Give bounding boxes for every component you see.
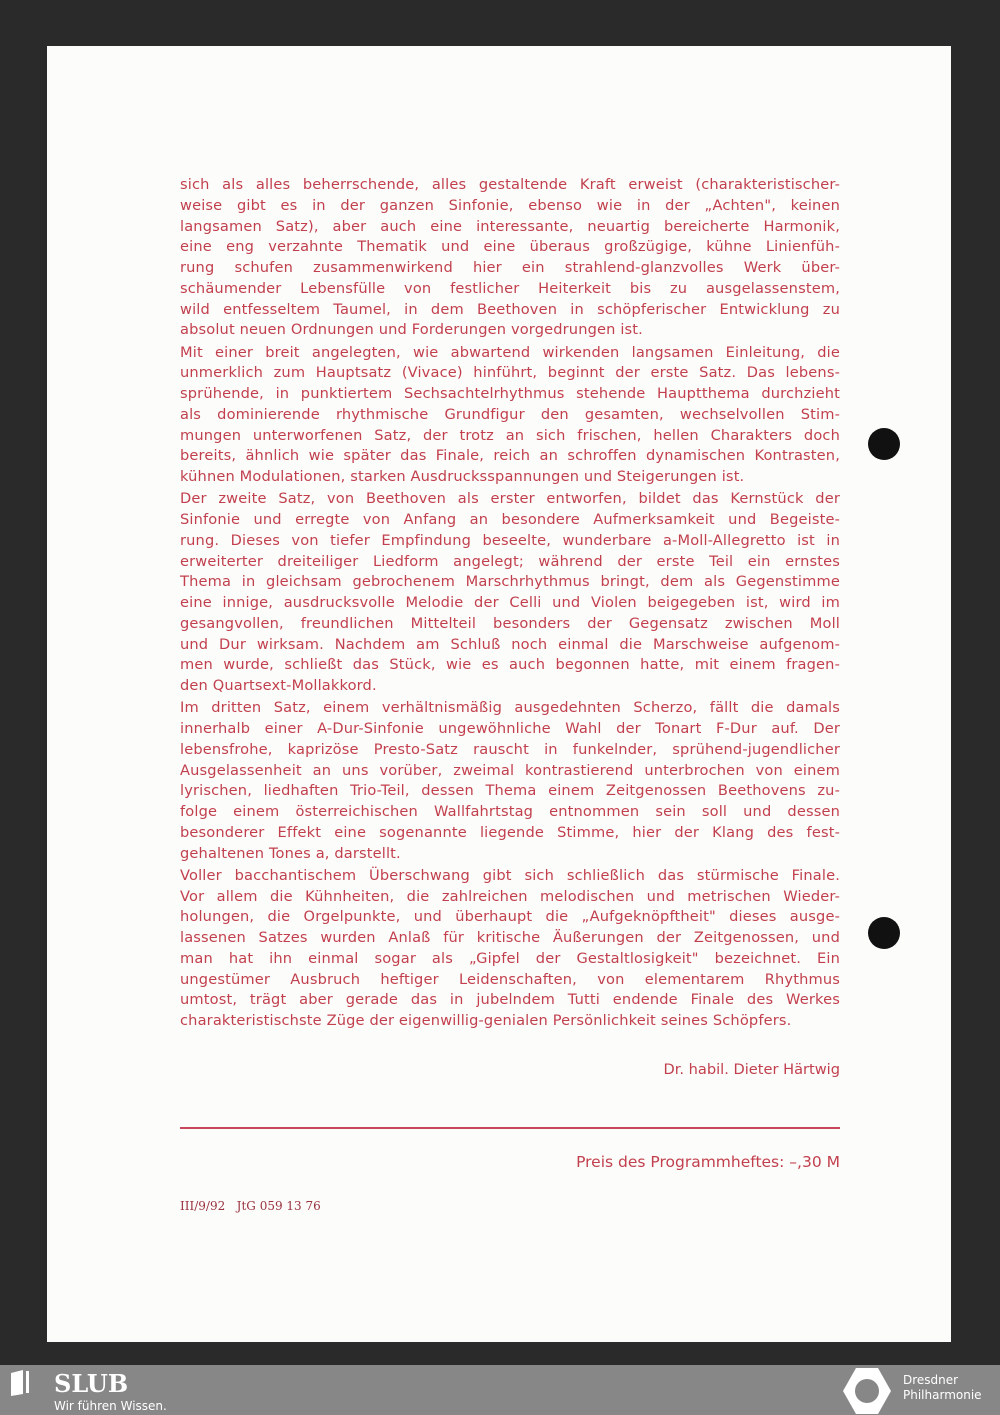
text-line: Thema in gleichsam gebrochenem Marschrhythmus bringt, dem als Gegenstimme [180, 573, 840, 591]
text-line: absolut neuen Ordnungen und Forderungen vorgedrungen ist. [180, 321, 643, 339]
paragraph [180, 866, 840, 1032]
slub-tagline: Wir führen Wissen. [54, 1399, 167, 1413]
text-line: lyrischen, liedhaften Trio-Teil, dessen Thema einem Zeitgenossen Beethovens zu- [180, 782, 840, 800]
text-line: mungen unterworfenen Satz, der trotz an sich frischen, hellen Charakters doch [180, 426, 840, 444]
text-line: und Dur wirksam. Nachdem am Schluß noch einmal die Marschweise aufgenom- [180, 635, 840, 653]
text-line: ungestümer Ausbruch heftiger Leidenschaften, von elementarem Rhythmus [180, 970, 840, 988]
footer-bar [0, 1365, 1000, 1415]
text-line: unmerklich zum Hauptsatz (Vivace) hinführt, beginnt der erste Satz. Das lebens- [180, 364, 840, 382]
text-line: sich als alles beherrschende, alles gestaltende Kraft erweist (charakteristischer- [180, 176, 840, 193]
paragraph [180, 343, 840, 488]
paragraph [180, 489, 840, 697]
text-line: men wurde, schließt das Stück, wie es auch begonnen hatte, mit einem fragen- [180, 656, 840, 674]
text-line: Sinfonie und erregte von Anfang an besondere Aufmerksamkeit und Begeiste- [180, 511, 840, 528]
text-line: Mit einer breit angelegten, wie abwartend wirkenden langsamen Einleitung, die [180, 343, 840, 361]
text-line: rung. Dieses von tiefer Empfindung beseelte, wunderbare a-Moll-Allegretto ist in [180, 531, 840, 549]
dp-line1: Dresdner [903, 1373, 959, 1387]
text-line: schäumender Lebensfülle von festlicher Heiterkeit bis zu ausgelassenstem, [180, 279, 840, 297]
text-line: Ausgelassenheit an uns vorüber, zweimal kontrastierend unterbrochen von einem [180, 761, 840, 779]
text-line: sprühende, in punktiertem Sechsachtelrhythmus stehende Hauptthema durchzieht [180, 385, 840, 402]
text-line: bereits, ähnlich wie später das Finale, reich an schroffen dynamischen Kontrasten, [180, 447, 840, 465]
text-line: Der zweite Satz, von Beethoven als erster entworfen, bildet das Kernstück der [180, 490, 840, 508]
text-line: weise gibt es in der ganzen Sinfonie, ebenso wie in der „Achten", keinen [180, 196, 840, 214]
text-line: Im dritten Satz, einem verhältnismäßig ausgedehnten Scherzo, fällt die damals [180, 699, 840, 717]
dp-line2: Philharmonie [903, 1388, 982, 1402]
price-note: Preis des Programmheftes: –,30 M [576, 1153, 840, 1171]
slub-logo-text: SLUB [54, 1369, 129, 1398]
text-line: charakteristischste Züge der eigenwillig-genialen Persönlichkeit seines Schöpfers. [180, 1012, 792, 1029]
text-line: den Quartsext-Mollakkord. [180, 677, 377, 694]
philharmonie-logo-text [903, 1373, 982, 1403]
print-code: III/9/92 JtG 059 13 76 [180, 1199, 321, 1213]
text-line: eine eng verzahnte Thematik und eine überaus großzügige, kühne Linienfüh- [180, 238, 840, 256]
text-line: als dominierende rhythmische Grundfigur den gesamten, wechselvollen Stim- [180, 405, 840, 423]
text-line: langsamen Satz), aber auch eine interessante, neuartig bereicherte Harmonik, [180, 217, 840, 235]
punch-hole [868, 917, 900, 949]
divider [180, 1127, 840, 1129]
paragraph [180, 698, 840, 864]
body-text [180, 175, 840, 1033]
text-line: rung schufen zusammenwirkend hier ein strahlend-glanzvolles Werk über- [180, 259, 840, 276]
text-line: Vor allem die Kühnheiten, die zahlreichen melodischen und metrischen Wieder- [180, 887, 840, 905]
text-line: gehaltenen Tones a, darstellt. [180, 844, 401, 862]
text-line: kühnen Modulationen, starken Ausdrucksspannungen und Steigerungen ist. [180, 468, 745, 485]
author-signature: Dr. habil. Dieter Härtwig [663, 1061, 840, 1078]
text-line: innerhalb einer A-Dur-Sinfonie ungewöhnliche Wahl der Tonart F-Dur auf. Der [180, 720, 840, 737]
paragraph [180, 175, 840, 341]
text-line: umtost, trägt aber gerade das in jubelndem Tutti endende Finale des Werkes [180, 991, 840, 1009]
text-line: besonderer Effekt eine sogenannte liegende Stimme, hier der Klang des fest- [180, 823, 840, 841]
text-line: wild entfesseltem Taumel, in dem Beethoven in schöpferischer Entwicklung zu [180, 300, 840, 318]
text-line: erweiterter dreiteiliger Liedform angelegt; während der erste Teil ein ernstes [180, 552, 840, 570]
punch-hole [868, 428, 900, 460]
slub-book-icon [9, 1369, 31, 1397]
text-line: man hat ihn einmal sogar als „Gipfel der Gestaltlosigkeit" bezeichnet. Ein [180, 949, 840, 967]
text-line: Voller bacchantischem Überschwang gibt sich schließlich das stürmische Finale. [180, 866, 840, 884]
text-line: eine innige, ausdrucksvolle Melodie der Celli und Violen beigegeben ist, wird im [180, 594, 840, 611]
text-line: lassenen Satzes wurden Anlaß für kritische Äußerungen der Zeitgenossen, und [180, 929, 840, 946]
text-line: folge einem österreichischen Wallfahrtstag entnommen sein soll und dessen [180, 803, 840, 820]
philharmonie-logo-icon [842, 1367, 892, 1415]
text-line: gesangvollen, freundlichen Mittelteil besonders der Gegensatz zwischen Moll [180, 614, 840, 632]
text-line: lebensfrohe, kaprizöse Presto-Satz rauscht in funkelnder, sprühend-jugendlicher [180, 740, 840, 758]
text-line: holungen, die Orgelpunkte, und überhaupt die „Aufgeknöpftheit" dieses ausge- [180, 908, 840, 926]
